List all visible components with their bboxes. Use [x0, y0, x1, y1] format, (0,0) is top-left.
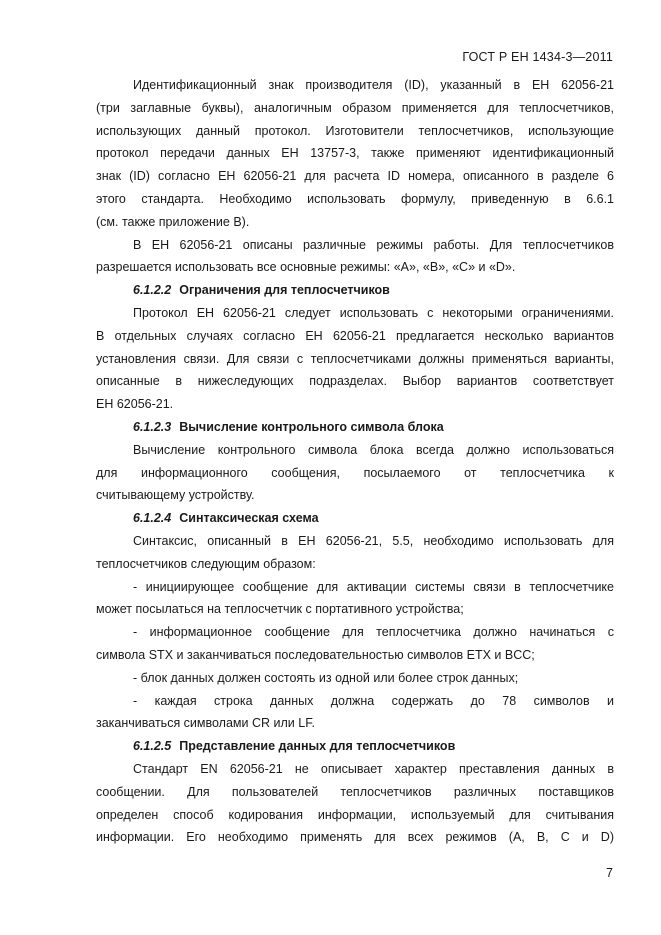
paragraph-line: В ЕН 62056-21 описаны различные режимы работы. Для теплосчетчиков: [133, 237, 614, 252]
page-number: 7: [606, 866, 613, 880]
section-heading: [96, 279, 614, 302]
section-heading: [96, 735, 614, 758]
paragraph-line: для информационного сообщения, посылаемого от теплосчетчика к: [96, 465, 614, 480]
paragraph-line: (см. также приложение В).: [96, 214, 250, 229]
paragraph-line: описанные в нижеследующих подразделах. Выбор вариантов соответствует: [96, 374, 614, 389]
list-item: - блок данных должен состоять из одной или более строк данных;: [133, 670, 519, 685]
section-title: Синтаксическая схема: [179, 511, 319, 526]
paragraph-line: протокол передачи данных ЕН 13757-3, также применяют идентификационный: [96, 146, 614, 161]
paragraph-line: (три заглавные буквы), аналогичным образом применяется для теплосчетчиков,: [96, 100, 614, 115]
list-item-continuation: может посылаться на теплосчетчик с портативного устройства;: [96, 602, 464, 617]
paragraph-line: Протокол ЕН 62056-21 следует использовать с некоторыми ограничениями.: [133, 305, 614, 320]
paragraph-line: считывающему устройству.: [96, 488, 255, 503]
paragraph-line: Стандарт EN 62056-21 не описывает характер преставления данных в: [133, 761, 614, 776]
paragraph-line: установления связи. Для связи с теплосчетчиками должны применяться варианты,: [96, 351, 614, 366]
paragraph-line: Идентификационный знак производителя (ID), указанный в ЕН 62056-21: [133, 78, 614, 92]
paragraph-line: знак (ID) согласно ЕН 62056-21 для расчета ID номера, описанного в разделе 6: [96, 169, 614, 184]
paragraph-line: сообщении. Для пользователей теплосчетчиков различных поставщиков: [96, 784, 614, 799]
section-heading: [96, 416, 614, 439]
list-item: - каждая строка данных должна содержать до 78 символов и: [133, 693, 614, 708]
paragraph-line: Вычисление контрольного символа блока всегда должно использоваться: [133, 442, 614, 457]
section-heading: [96, 507, 614, 530]
section-title: Вычисление контрольного символа блока: [179, 419, 444, 434]
paragraph-line: использующих данный протокол. Изготовители теплосчетчиков, использующие: [96, 123, 614, 138]
section-title: Представление данных для теплосчетчиков: [179, 739, 456, 754]
section-number: 6.1.2.4: [133, 511, 172, 526]
paragraph-line: определен способ кодирования информации, используемый для считывания: [96, 807, 614, 822]
paragraph-line: этого стандарта. Необходимо использовать формулу, приведенную в 6.6.1: [96, 191, 614, 206]
list-item: - информационное сообщение для теплосчетчика должно начинаться с: [133, 625, 614, 640]
paragraph-line: информации. Его необходимо применять для всех режимов (A, B, C и D): [96, 830, 614, 845]
paragraph-line: ЕН 62056-21.: [96, 397, 174, 412]
standard-header: ГОСТ Р ЕН 1434-3—2011: [462, 50, 613, 64]
section-number: 6.1.2.3: [133, 419, 172, 434]
section-number: 6.1.2.5: [133, 739, 172, 754]
document-body: [96, 74, 614, 849]
paragraph-line: В отдельных случаях согласно ЕН 62056-21 предлагается несколько вариантов: [96, 328, 614, 343]
paragraph-line: Синтаксис, описанный в ЕН 62056-21, 5.5, необходимо использовать для: [133, 533, 614, 548]
list-item-continuation: заканчиваться символами CR или LF.: [96, 716, 315, 731]
section-number: 6.1.2.2: [133, 283, 172, 298]
list-item: - инициирующее сообщение для активации системы связи в теплосчетчике: [133, 579, 614, 594]
list-item-continuation: символа STX и заканчиваться последовательностью символов ETX и BCC;: [96, 647, 535, 662]
paragraph-line: разрешается использовать все основные режимы: «A», «B», «C» и «D».: [96, 260, 516, 275]
paragraph-line: теплосчетчиков следующим образом:: [96, 556, 316, 571]
section-title: Ограничения для теплосчетчиков: [179, 283, 390, 298]
